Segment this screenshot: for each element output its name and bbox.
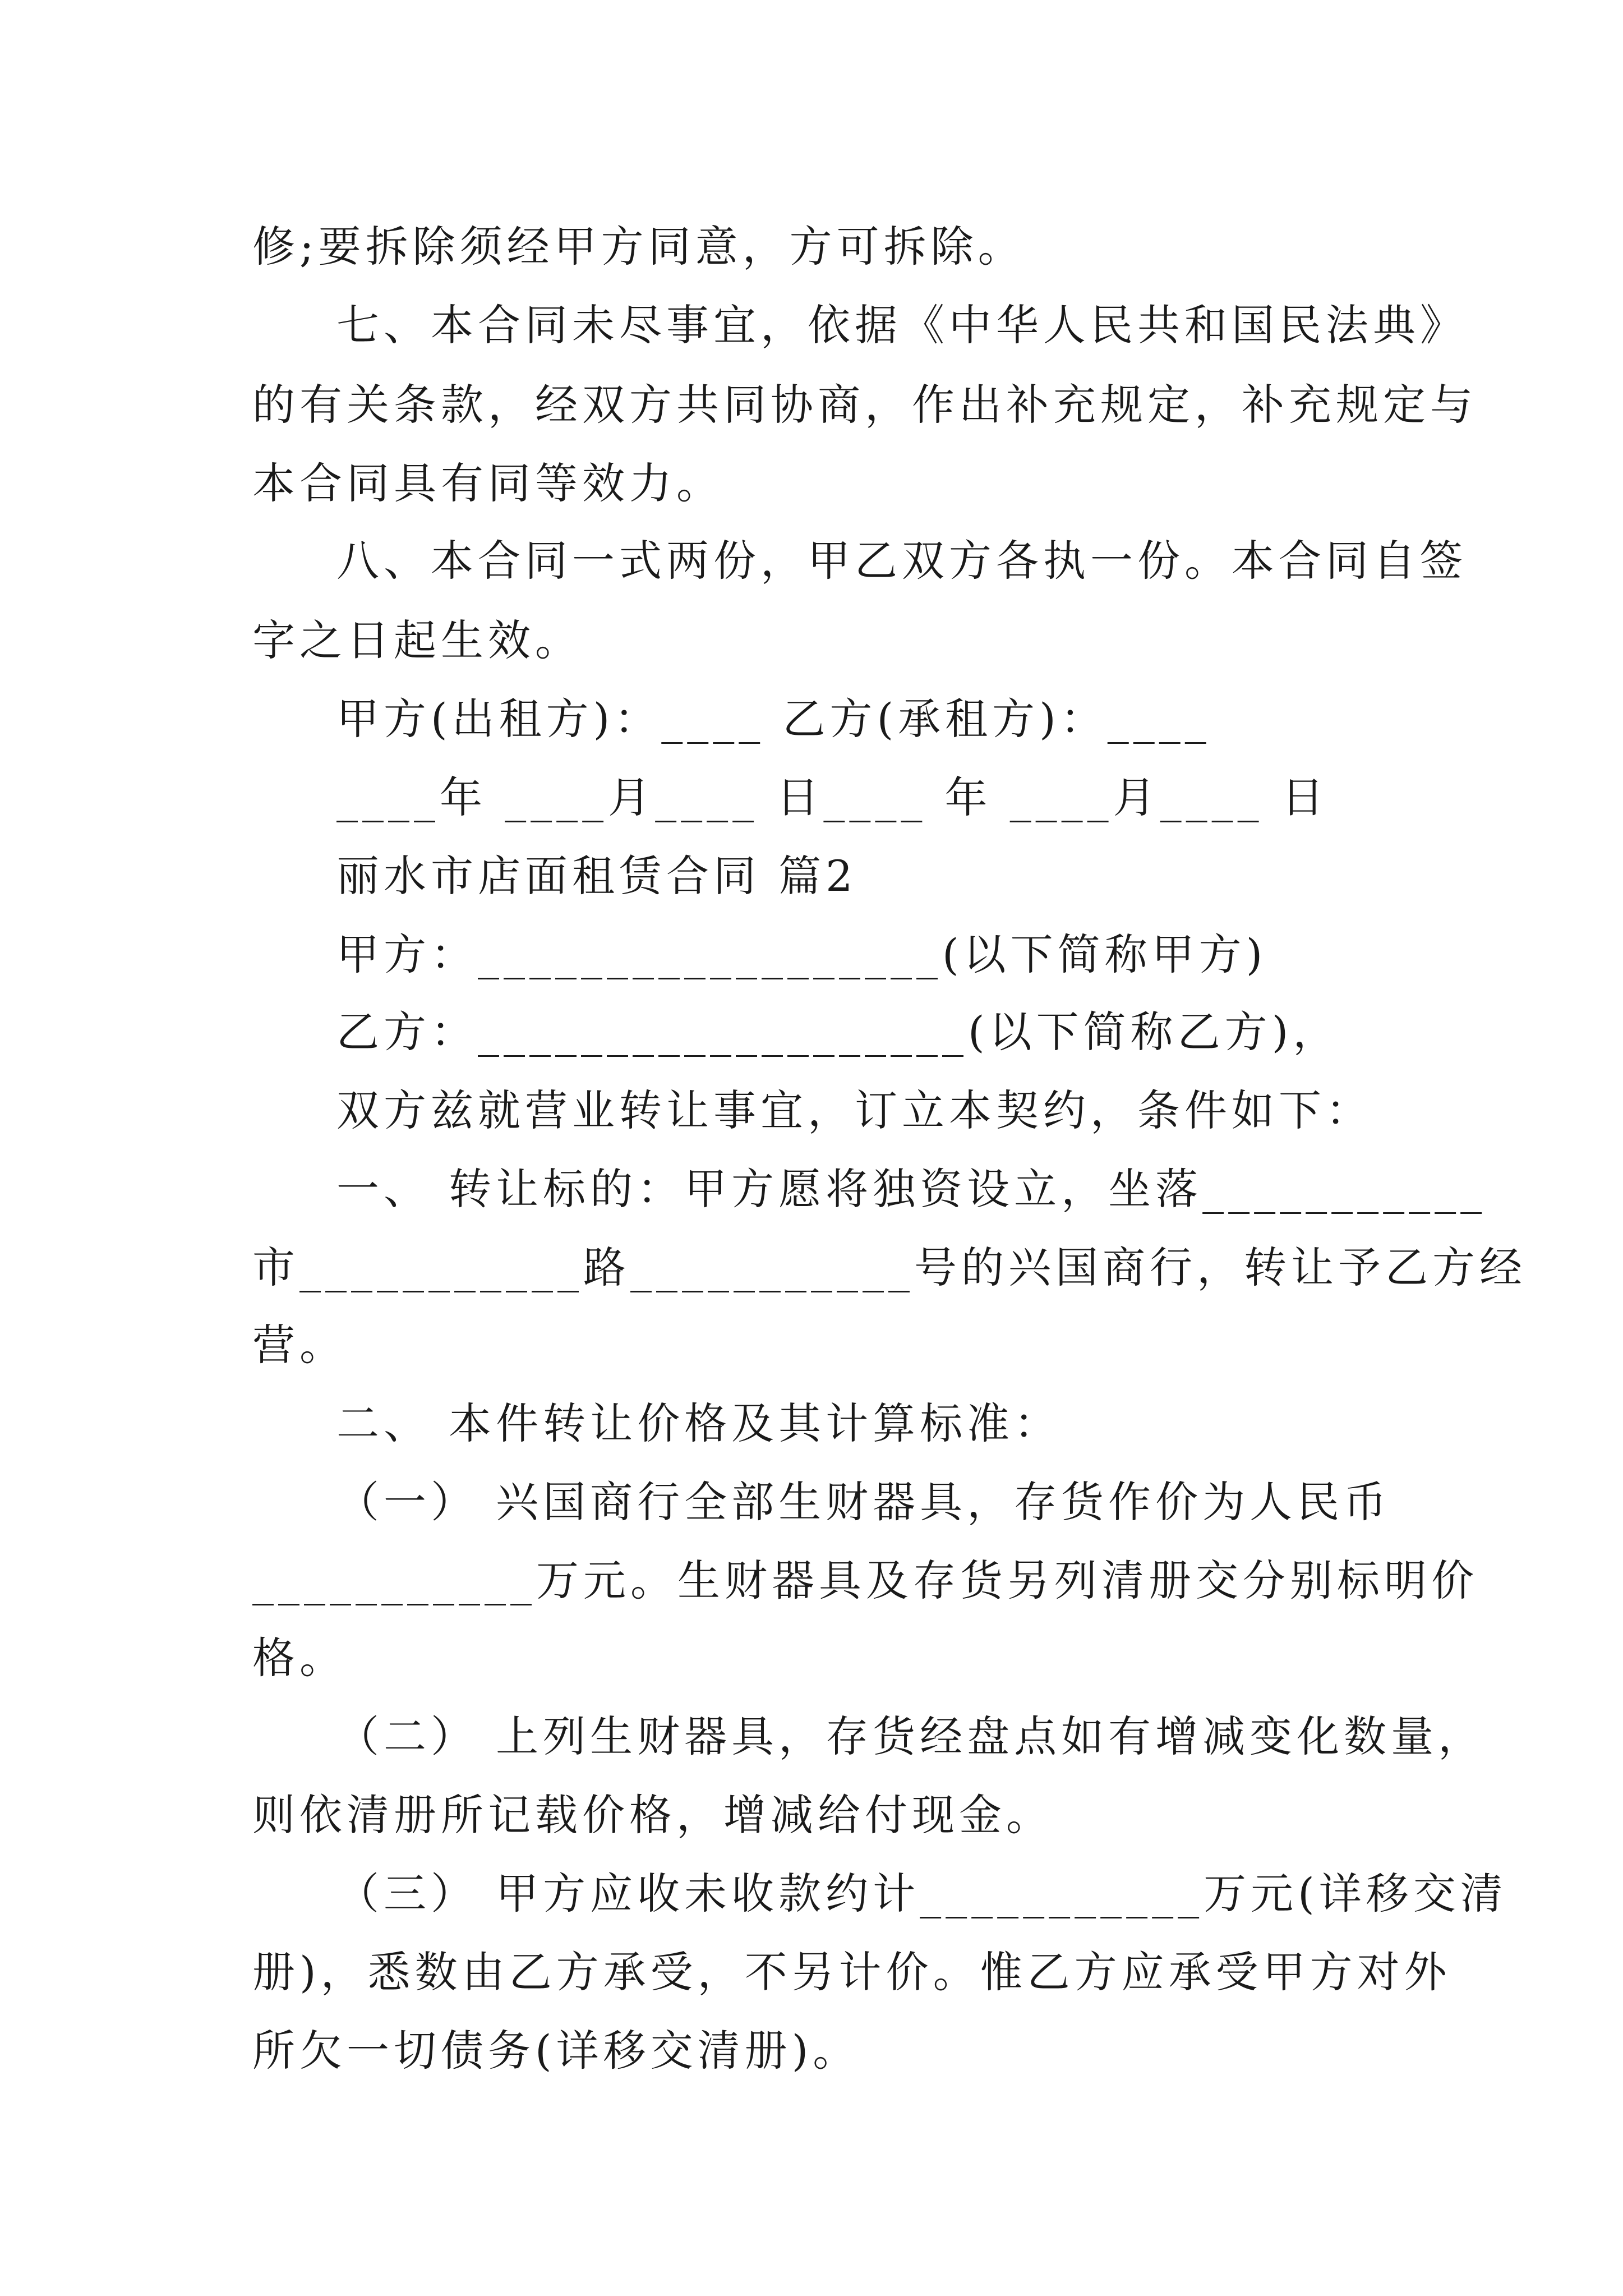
clause-2-2-line-1: （二） 上列生财器具，存货经盘点如有增减变化数量，	[336, 1711, 1486, 1761]
clause-2-heading: 二、 本件转让价格及其计算标准：	[336, 1398, 1062, 1448]
clause-1-line-3: 营。	[252, 1320, 347, 1370]
clause-8-line-2: 字之日起生效。	[252, 615, 582, 665]
signature-parties-line: 甲方(出租方)：____ 乙方(承租方)：____	[336, 694, 1211, 744]
clause-7-line-1: 七、本合同未尽事宜，依据《中华人民共和国民法典》	[336, 300, 1467, 350]
clause-1-line-2: 市___________路___________号的兴国商行，转让予乙方经	[252, 1243, 1527, 1292]
clause-1-line-1: 一、 转让标的：甲方愿将独资设立，坐落___________	[336, 1164, 1487, 1214]
section-title: 丽水市店面租赁合同 篇2	[336, 851, 857, 901]
clause-2-3-line-1: （三） 甲方应收未收款约计___________万元(详移交清	[336, 1869, 1507, 1918]
clause-2-1-line-3: 格。	[252, 1633, 347, 1683]
clause-2-1-line-1: （一） 兴国商行全部生财器具，存货作价为人民币	[336, 1477, 1391, 1527]
clause-2-3-line-3: 所欠一切债务(详移交清册)。	[252, 2026, 860, 2076]
signature-date-line: ____年 ____月____ 日____ 年 ____月____ 日	[336, 772, 1329, 822]
clause-7-line-3: 本合同具有同等效力。	[252, 458, 723, 508]
clause-2-2-line-2: 则依清册所记载价格，增减给付现金。	[252, 1790, 1053, 1840]
party-b-line: 乙方：___________________(以下简称乙方)，	[336, 1007, 1340, 1057]
clause-7-line-2: 的有关条款，经双方共同协商，作出补充规定，补充规定与	[252, 380, 1477, 430]
clause-2-1-line-2: ___________万元。生财器具及存货另列清册交分别标明价	[252, 1556, 1478, 1605]
clause-8-line-1: 八、本合同一式两份，甲乙双方各执一份。本合同自签	[336, 536, 1467, 586]
clause-2-3-line-2: 册)，悉数由乙方承受，不另计价。惟乙方应承受甲方对外	[252, 1947, 1451, 1997]
party-a-line: 甲方：__________________(以下简称甲方)	[336, 930, 1267, 979]
intro-line: 双方兹就营业转让事宜，订立本契约，条件如下：	[336, 1085, 1373, 1135]
paragraph-line: 修;要拆除须经甲方同意，方可拆除。	[252, 222, 1025, 272]
